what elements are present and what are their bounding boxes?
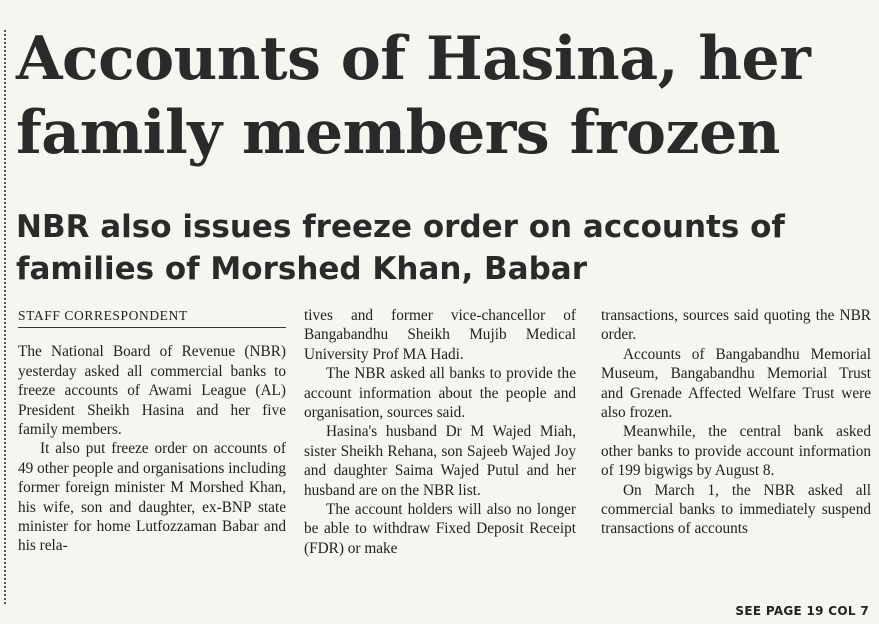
paragraph: The account holders will also no longer be able to withdraw Fixed Deposit Receipt (FDR) or make xyxy=(304,501,576,557)
paragraph: The NBR asked all banks to provide the account information about the people and organisation, sources said. xyxy=(304,365,576,422)
article-column-3 xyxy=(601,306,871,539)
paragraph: tives and former vice-chancellor of Bangabandhu Sheikh Mujib Medical University Prof MA Hadi. xyxy=(304,307,576,363)
paragraph: On March 1, the NBR asked all commercial banks to immediately suspend transactions of accounts xyxy=(601,481,871,538)
subheadline: NBR also issues freeze order on accounts of families of Morshed Khan, Babar xyxy=(16,209,785,287)
article-column-1 xyxy=(18,306,286,556)
paragraph: transactions, sources said quoting the NBR order. xyxy=(601,307,871,344)
byline: STAFF CORRESPONDENT xyxy=(18,306,286,328)
paragraph: It also put freeze order on accounts of 49 other people and organisations including former foreign minister M Morshed Khan, his wife, son and daughter, ex-BNP state minister for home Lutfozzaman Babar and his rela- xyxy=(18,440,286,555)
continuation-note: SEE PAGE 19 COL 7 xyxy=(735,604,869,618)
paragraph: Hasina's husband Dr M Wajed Miah, sister Sheikh Rehana, son Sajeeb Wajed Joy and daughter Saima Wajed Putul and her husband are on the NBR list. xyxy=(304,423,576,499)
clipping-edge xyxy=(4,30,6,604)
headline: Accounts of Hasina, her family members frozen xyxy=(16,24,811,168)
paragraph: Meanwhile, the central bank asked other banks to provide account information of 199 bigwigs by August 8. xyxy=(601,423,871,480)
paragraph: The National Board of Revenue (NBR) yesterday asked all commercial banks to freeze accounts of Awami League (AL) President Sheikh Hasina and her five family members. xyxy=(18,343,286,439)
article-column-2 xyxy=(304,306,576,558)
paragraph: Accounts of Bangabandhu Memorial Museum, Bangabandhu Memorial Trust and Grenade Affected Welfare Trust were also frozen. xyxy=(601,345,871,422)
